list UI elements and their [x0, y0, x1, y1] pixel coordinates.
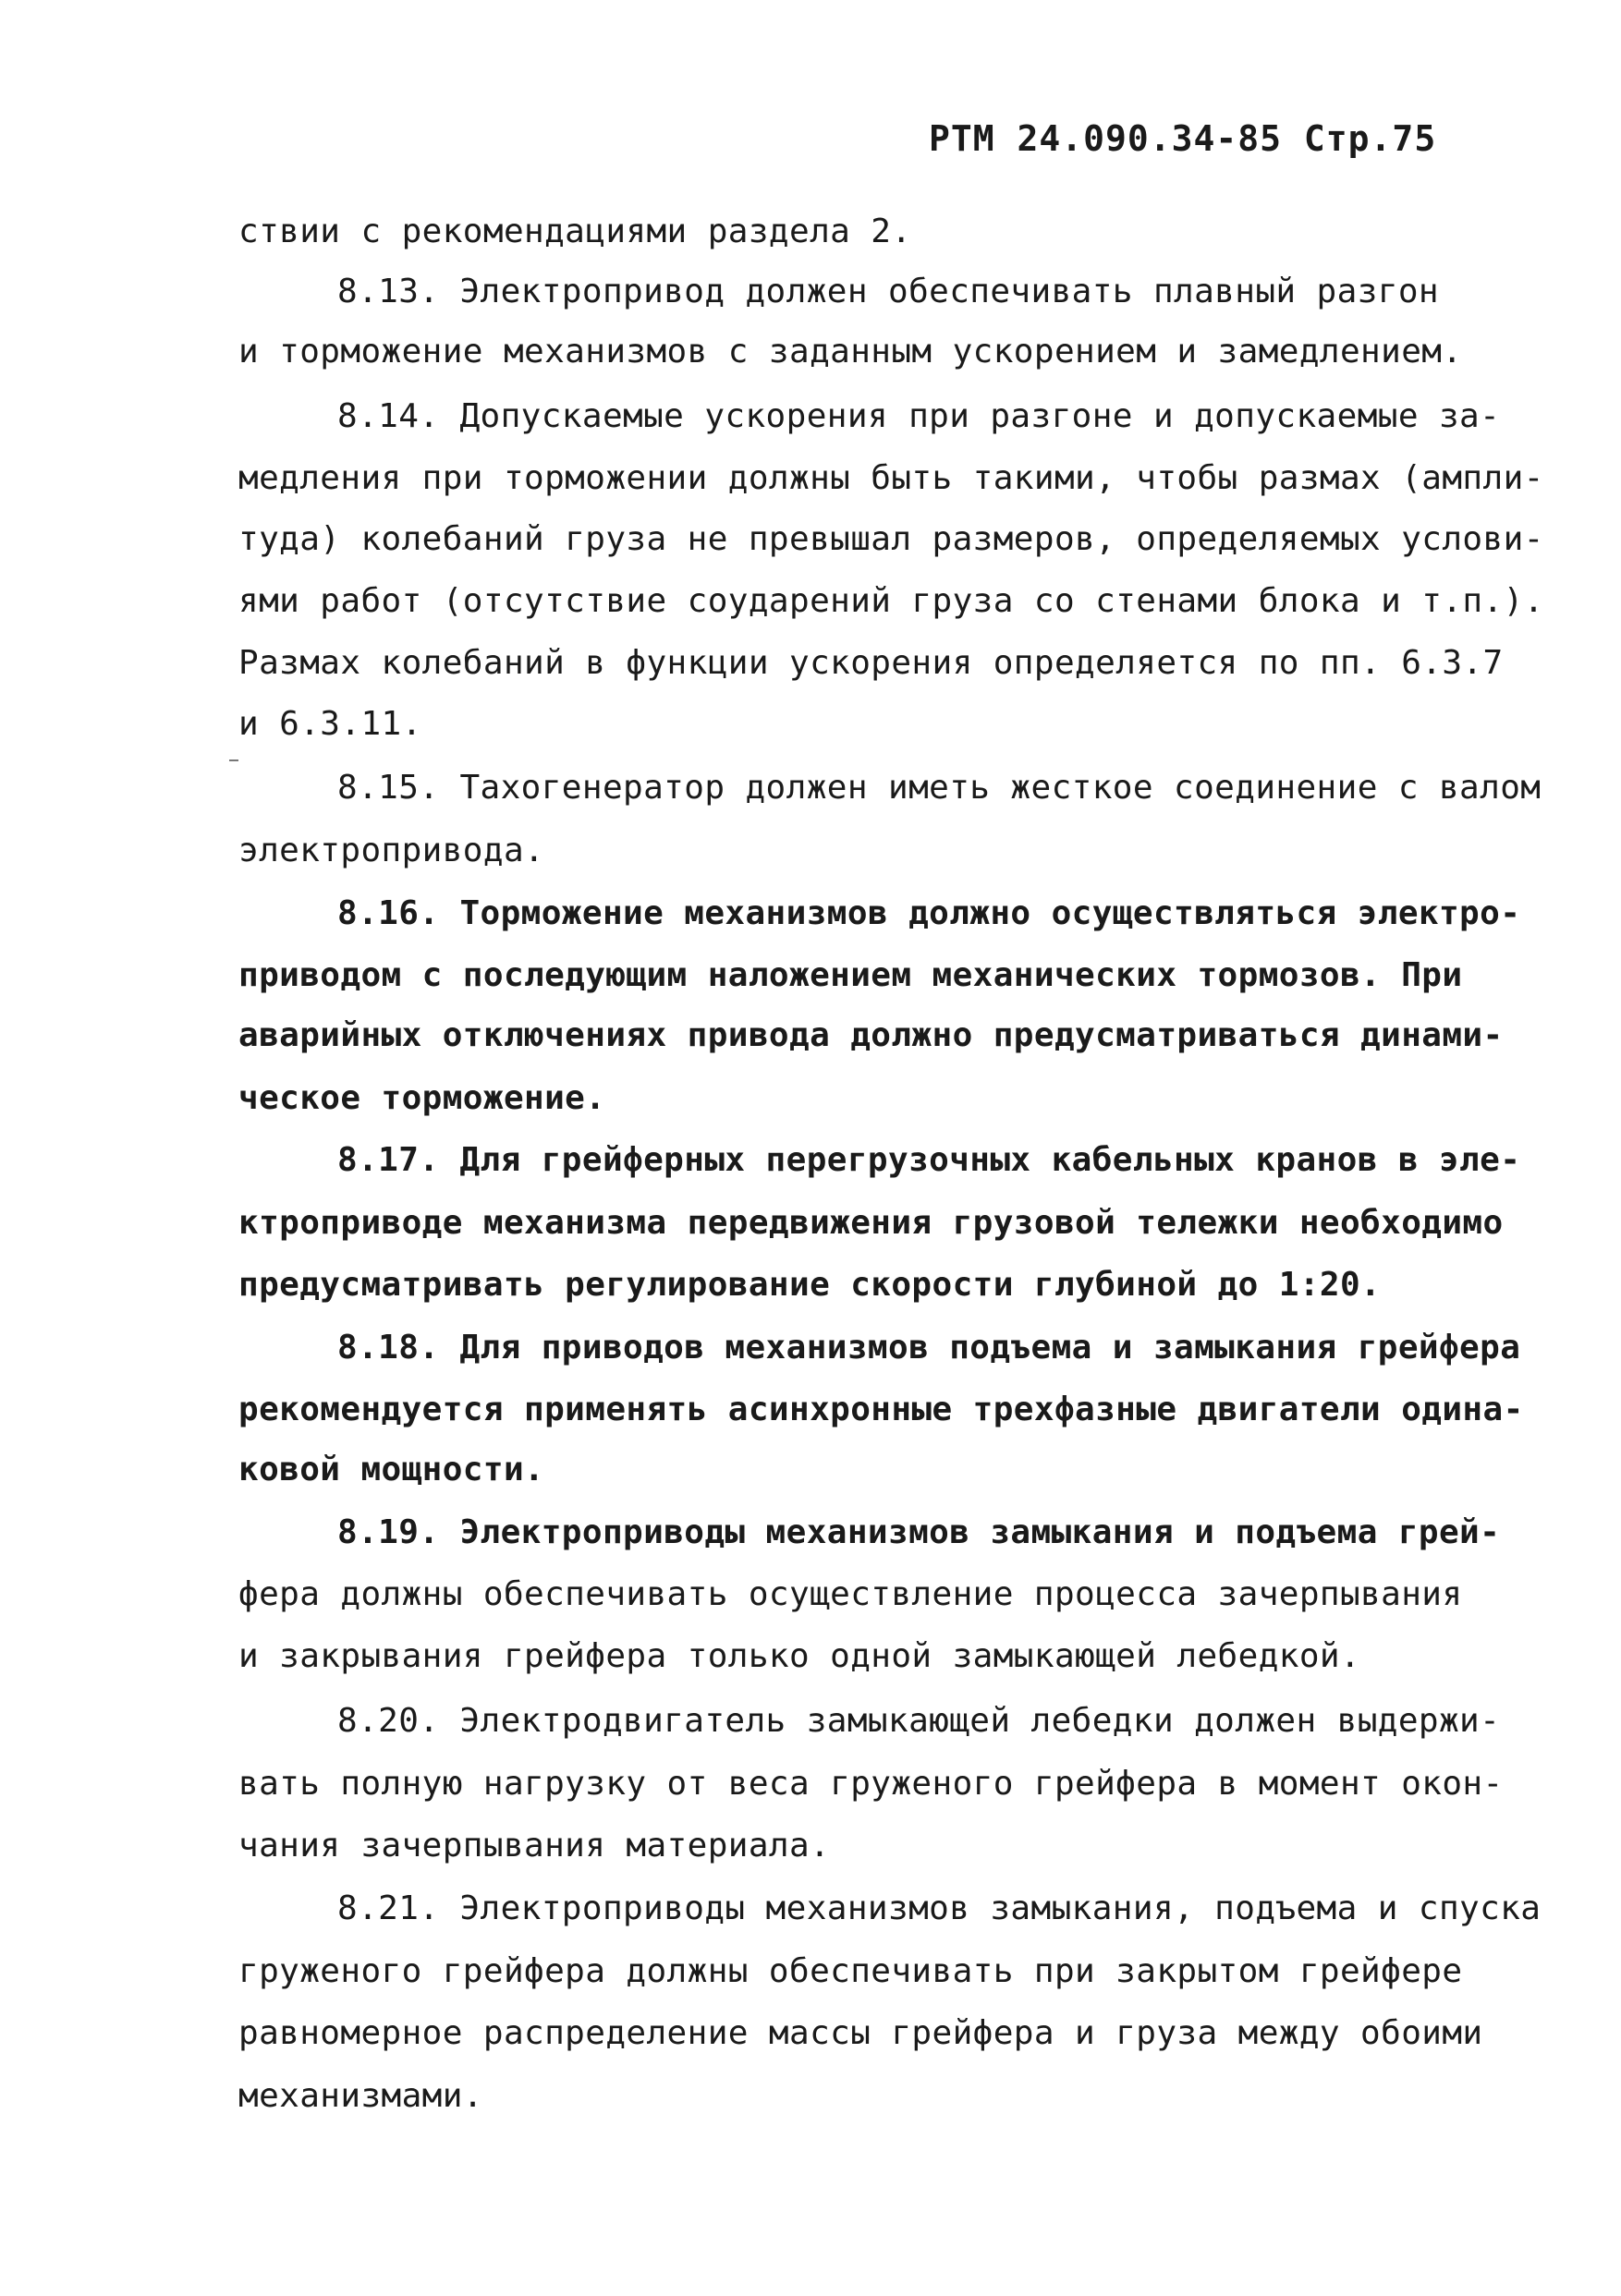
text-line: предусматривать регулирование скорости глубиной до 1:20.	[238, 1266, 1382, 1304]
text-line: вать полную нагрузку от веса груженого грейфера в момент окон-	[238, 1765, 1504, 1803]
text-line: рекомендуется применять асинхронные трехфазные двигатели одина-	[238, 1391, 1524, 1428]
text-line: медления при торможении должны быть такими, чтобы размах (ампли-	[238, 459, 1544, 497]
text-line: и 6.3.11.	[238, 705, 422, 743]
stray-mark	[229, 759, 238, 761]
text-line: ствии с рекомендациями раздела 2.	[238, 213, 912, 250]
text-line: 8.21. Электроприводы механизмов замыкания, подъема и спуска	[337, 1889, 1542, 1927]
text-line: и торможение механизмов с заданным ускорением и замедлением.	[238, 333, 1463, 371]
text-line: 8.19. Электроприводы механизмов замыкания и подъема грей-	[337, 1513, 1501, 1551]
text-line: 8.18. Для приводов механизмов подъема и замыкания грейфера	[337, 1329, 1521, 1367]
text-line: фера должны обеспечивать осуществление процесса зачерпывания	[238, 1575, 1463, 1613]
text-line: аварийных отключениях привода должно предусматриваться динами-	[238, 1016, 1504, 1054]
text-line: Размах колебаний в функции ускорения определяется по пп. 6.3.7	[238, 644, 1504, 682]
text-line: ями работ (отсутствие соударений груза со стенами блока и т.п.).	[238, 582, 1544, 620]
text-line: ковой мощности.	[238, 1451, 545, 1488]
text-line: 8.16. Торможение механизмов должно осуществляться электро-	[337, 894, 1521, 932]
text-line: равномерное распределение массы грейфера и груза между обоими	[238, 2014, 1483, 2052]
text-line: приводом с последующим наложением механических тормозов. При	[238, 956, 1463, 994]
text-line: 8.17. Для грейферных перегрузочных кабельных кранов в эле-	[337, 1141, 1521, 1179]
page-header: РТМ 24.090.34-85 Стр.75	[929, 118, 1437, 159]
text-line: ктроприводе механизма передвижения грузовой тележки необходимо	[238, 1204, 1504, 1242]
text-line: 8.20. Электродвигатель замыкающей лебедки должен выдержи-	[337, 1702, 1501, 1740]
text-line: 8.13. Электропривод должен обеспечивать плавный разгон	[337, 273, 1439, 310]
text-line: чания зачерпывания материала.	[238, 1827, 831, 1865]
text-line: туда) колебаний груза не превышал размеров, определяемых услови-	[238, 520, 1544, 558]
text-line: ческое торможение.	[238, 1079, 606, 1117]
text-line: электропривода.	[238, 832, 545, 869]
text-line: 8.15. Тахогенератор должен иметь жесткое соединение с валом	[337, 769, 1542, 807]
text-line: 8.14. Допускаемые ускорения при разгоне и допускаемые за-	[337, 397, 1501, 435]
text-line: груженого грейфера должны обеспечивать при закрытом грейфере	[238, 1952, 1463, 1990]
text-line: и закрывания грейфера только одной замыкающей лебедкой.	[238, 1637, 1361, 1675]
text-line: механизмами.	[238, 2077, 483, 2115]
